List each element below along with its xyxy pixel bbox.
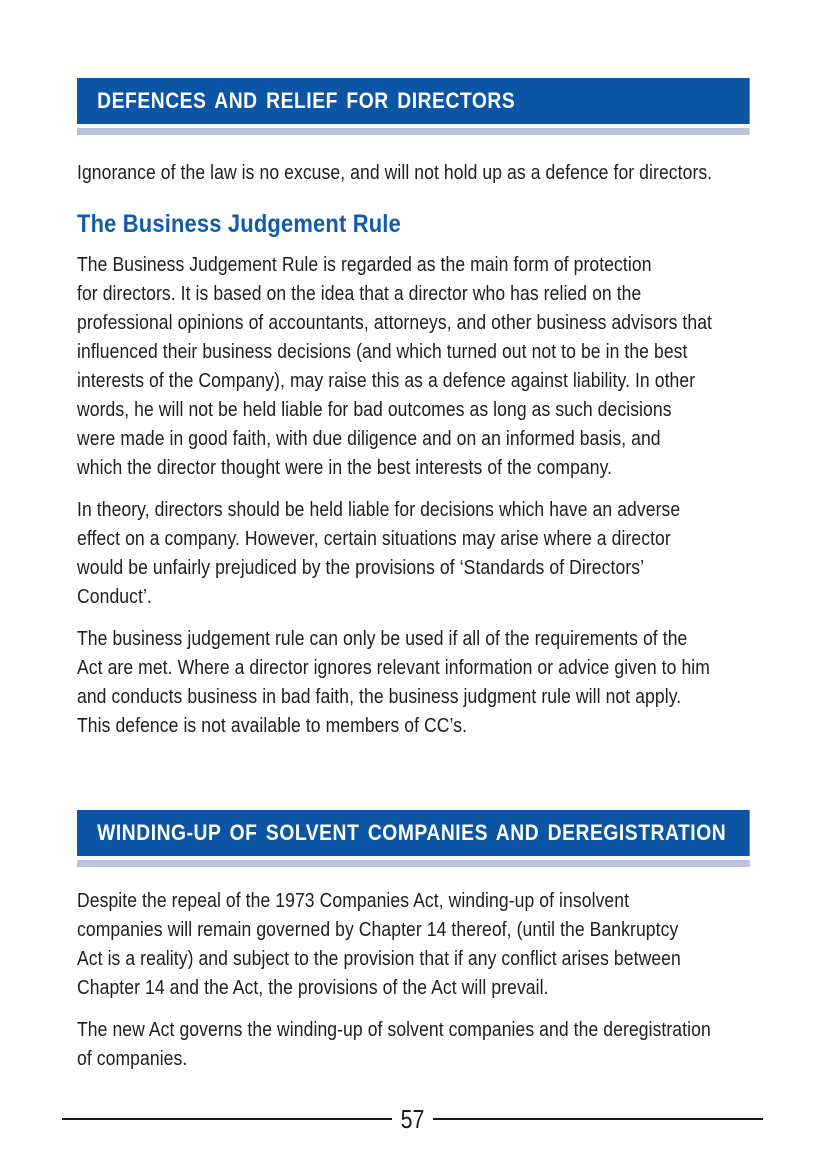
paragraph-line: would be unfairly prejudiced by the provisions of ‘Standards of Directors’ (77, 557, 645, 579)
paragraph-line: Despite the repeal of the 1973 Companies Act, winding-up of insolvent (77, 890, 630, 912)
paragraph-line: which the director thought were in the best interests of the company. (77, 457, 613, 479)
paragraph-line: In theory, directors should be held liable for decisions which have an adverse (77, 499, 681, 521)
paragraph-line: The new Act governs the winding-up of solvent companies and the deregistration (77, 1019, 711, 1041)
footer-rule-right (433, 1118, 763, 1120)
paragraph-line: Ignorance of the law is no excuse, and will not hold up as a defence for directors. (77, 162, 713, 184)
paragraph-line: were made in good faith, with due diligence and on an informed basis, and (77, 428, 661, 450)
paragraph-line: words, he will not be held liable for bad outcomes as long as such decisions (77, 399, 672, 421)
paragraph-line: for directors. It is based on the idea that a director who has relied on the (77, 283, 642, 305)
page-footer (62, 1106, 763, 1132)
section-winding-up (77, 810, 750, 1074)
footer-rule-left (62, 1118, 392, 1120)
section-defences-and-relief (77, 78, 750, 741)
paragraph-line: interests of the Company), may raise this as a defence against liability. In other (77, 370, 696, 392)
banner-underline (77, 860, 750, 867)
paragraph-line: This defence is not available to members of CC’s. (77, 715, 468, 737)
section-banner-title: DEFENCES AND RELIEF FOR DIRECTORS (97, 88, 516, 113)
paragraph-business-judgement-3 (77, 625, 750, 741)
paragraph-winding-up-1 (77, 887, 750, 1003)
subheading-business-judgement-rule: The Business Judgement Rule (77, 210, 401, 238)
page-content (77, 78, 750, 1074)
section-banner-defences (77, 78, 750, 124)
paragraph-line: and conducts business in bad faith, the business judgment rule will not apply. (77, 686, 682, 708)
paragraph-line: Act is a reality) and subject to the provision that if any conflict arises between (77, 948, 681, 970)
paragraph-line: Chapter 14 and the Act, the provisions of the Act will prevail. (77, 977, 549, 999)
paragraph-line: Conduct’. (77, 586, 152, 608)
paragraph-line: companies will remain governed by Chapter 14 thereof, (until the Bankruptcy (77, 919, 679, 941)
banner-underline (77, 128, 750, 135)
paragraph-line: of companies. (77, 1048, 188, 1070)
section-banner-winding-up (77, 810, 750, 856)
paragraph-line: professional opinions of accountants, attorneys, and other business advisors that (77, 312, 713, 334)
paragraph-line: The Business Judgement Rule is regarded as the main form of protection (77, 254, 652, 276)
paragraph-business-judgement-2 (77, 496, 750, 612)
intro-paragraph (77, 159, 750, 188)
paragraph-line: The business judgement rule can only be used if all of the requirements of the (77, 628, 688, 650)
paragraph-business-judgement-1 (77, 251, 750, 483)
page-number: 57 (400, 1104, 425, 1134)
paragraph-line: effect on a company. However, certain situations may arise where a director (77, 528, 671, 550)
paragraph-line: influenced their business decisions (and which turned out not to be in the best (77, 341, 688, 363)
paragraph-line: Act are met. Where a director ignores relevant information or advice given to him (77, 657, 710, 679)
section-banner-title: WINDING-UP OF SOLVENT COMPANIES AND DEREGISTRATION (97, 820, 727, 845)
paragraph-winding-up-2 (77, 1016, 750, 1074)
